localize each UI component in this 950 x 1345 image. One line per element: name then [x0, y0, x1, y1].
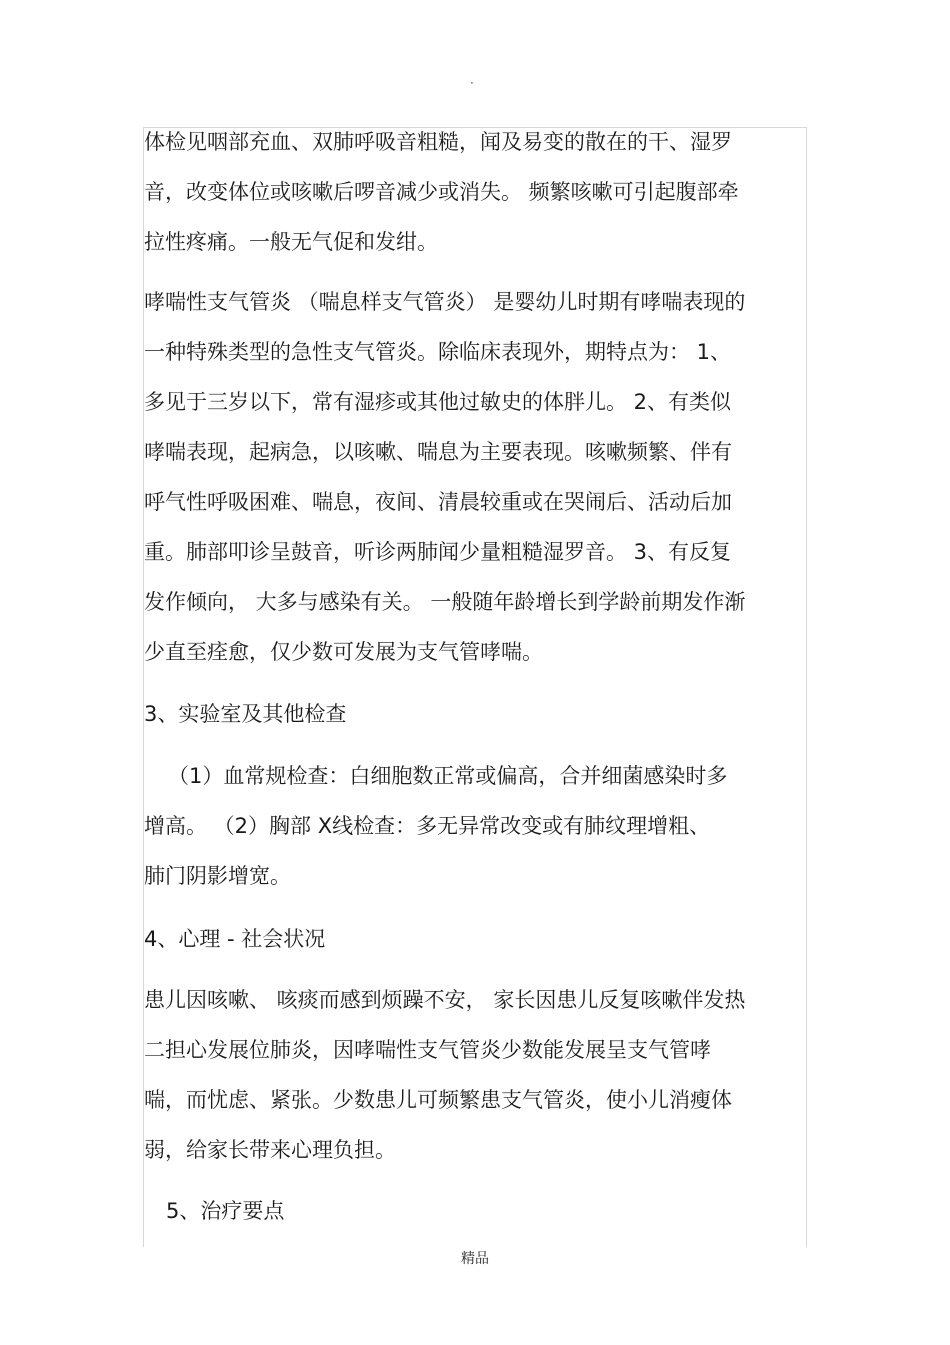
header-mark: ·: [470, 76, 474, 90]
text-line: 拉性疼痛。一般无气促和发绀。: [144, 230, 438, 254]
text-line: （1）血常规检查：白细胞数正常或偏高，合并细菌感染时多: [168, 764, 728, 788]
section-heading: 4、心理 - 社会状况: [144, 927, 326, 951]
text-line: 少直至痊愈，仅少数可发展为支气管哮喘。: [144, 640, 543, 664]
section-heading: 3、实验室及其他检查: [144, 702, 347, 726]
text-line: 发作倾向， 大多与感染有关。 一般随年龄增长到学龄前期发作渐: [144, 590, 746, 614]
text-line: 二担心发展位肺炎，因哮喘性支气管炎少数能发展呈支气管哮: [144, 1038, 711, 1062]
text-line: 多见于三岁以下，常有湿疹或其他过敏史的体胖儿。 2、有类似: [144, 390, 732, 414]
text-line: 哮喘性支气管炎 （喘息样支气管炎） 是婴幼儿时期有哮喘表现的: [144, 290, 746, 314]
text-line: 弱，给家长带来心理负担。: [144, 1138, 396, 1162]
frame-right-line: [806, 127, 807, 1247]
text-line: 呼气性呼吸困难、喘息，夜间、清晨较重或在哭闹后、活动后加: [144, 490, 732, 514]
page-footer: 精品: [461, 1251, 489, 1267]
text-line: 体检见咽部充血、双肺呼吸音粗糙，闻及易变的散在的干、湿罗: [144, 130, 732, 154]
text-line: 喘，而忧虑、紧张。少数患儿可频繁患支气管炎，使小儿消瘦体: [144, 1088, 732, 1112]
text-line: 哮喘表现，起病急，以咳嗽、喘息为主要表现。咳嗽频繁、伴有: [144, 440, 732, 464]
text-line: 重。肺部叩诊呈鼓音，听诊两肺闻少量粗糙湿罗音。 3、有反复: [144, 540, 732, 564]
text-line: 增高。 （2）胸部 X线检查：多无异常改变或有肺纹理增粗、: [144, 814, 711, 838]
text-line: 患儿因咳嗽、 咳痰而感到烦躁不安， 家长因患儿反复咳嗽伴发热: [144, 988, 746, 1012]
text-line: 一种特殊类型的急性支气管炎。除临床表现外，期特点为： 1、: [144, 340, 732, 364]
text-line: 音，改变体位或咳嗽后啰音减少或消失。 频繁咳嗽可引起腹部牵: [144, 180, 739, 204]
section-heading: 5、治疗要点: [166, 1199, 285, 1223]
text-line: 肺门阴影增宽。: [144, 864, 291, 888]
